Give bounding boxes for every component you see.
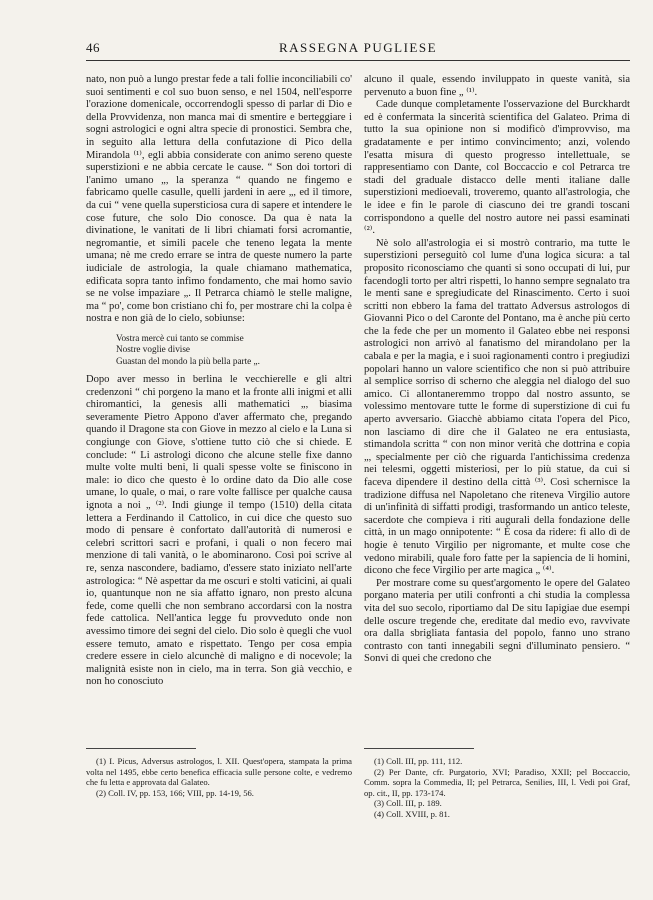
- footnotes-right: [364, 756, 630, 820]
- left-paragraph-1: nato, non può a lungo prestar fede a tali follie inconciliabili co' suoi sentimenti e col suo buon senso, e nel 1504, nell'esporre l'orazione domenicale, occorrendogli spesso di parlar di Dio e della Provvidenza, non manca mai di smentire e berteggiare i sogni astrologici e ogni altra specie di pronostici. Sembra che, in seguito alla lettura della confutazione di Pico della Mirandola ⁽¹⁾, egli abbia considerate con animo sereno queste superstizioni e ne abbia cercate le cause. “ Son doi tortori di l'animo umano „, la speranza “ quando ne fingemo e fabricamo quelle casulle, quelli jardeni in aere „, ed il timore, da cui “ vene quella supersticiosa cura di sapere et intendere le cose future, che solo Dio conosce. Da qua è nata la divinatione, le vanitati de li libri chiamati forsi acromantie, negromantie, et simili pacele che teneno legata la mente umana; nè me credo errare se intra de queste numero la parte iudiciale de astrologia, la quale chiamano mathematica, edificata sopra tanto infimo fondamento, che mai homo savio se ne volse impaziare „. Il Petrarca chiamò le stelle maligne, ma “ po', come bon cristiano chi fo, per mostrare chi la colpa è nostra e non già de lo cielo, sobiunse:: [86, 74, 352, 325]
- petrarca-verse: [116, 333, 352, 367]
- footnote: (1) I. Picus, Adversus astrologos, l. XII. Quest'opera, stampata la prima volta nel 1495, ebbe certo benefica efficacia sulle persone colte, e vedremo che fu letta e approvata dal Galateo.: [86, 756, 352, 788]
- footnote-rule-right: [364, 748, 474, 749]
- running-title: RASSEGNA PUGLIESE: [278, 40, 438, 55]
- page-header: [86, 40, 630, 56]
- left-column: [86, 74, 352, 689]
- left-paragraph-2: Dopo aver messo in berlina le vecchierelle e gli altri credenzoni “ chi porgeno la mano et la fronte alli inigmi et alli chiromantici, la genesis alli mathematici „, biasima severamente Pietro Appono d'aver affermato che, pregando quando il Dragone sta con Giove in mezzo al cielo e la Luna si congiunge con Giove, s'ottiene tutto ciò che si chiede. E conclude: “ Li astrologi dicono che alcune stelle fixe danno multe volte multi beni, li quali spesse volte se finiscono in male: io dico che questo è lo ordine dato da Dio alle cose umane, lo quale, o mai, o rare volte fallisce per qualche causa ignota a noi „ ⁽²⁾. Indi giunge il tempo (1510) della citata lettera a Ferdinando il Cattolico, in cui dice che questo suo modo di pensare è confortato dall'autorità di numerosi e celebri scrittori sacri e profani, i quali o non fecero mai menzione di tali vanità, o le abominarono. Così poi scrive al re, senza nascondere, badiamo, d'essere stato iniziato nell'arte astrologica: “ Nè aspettar da me oscuri e stolti vaticini, ai quali io, quantunque non ne sia affatto ignaro, non presto alcuna fede, come quelli che non sembrano accordarsi con la nostra fede cattolica. Nell'antica legge fu provveduto onde non avessimo timore dei segni del cielo. Dio solo è quegli che vuol essere temuto, amato e rispettato. Tengo per cosa empia credere essere in cielo alcunchè di maligno e di nocevole; la malignità esiste non in cielo, ma in terra. Son già vecchio, e non ho conosciuto: [86, 374, 352, 688]
- footnote: (3) Coll. III, p. 189.: [374, 798, 442, 809]
- footnote: (2) Coll. IV, pp. 153, 166; VIII, pp. 14-19, 56.: [96, 787, 254, 798]
- right-paragraph-3: Nè solo all'astrologia ei si mostrò contrario, ma tutte le superstizioni perseguitò col lume d'una logica sicura: a tal proposito riconosciamo che quanti si sono occupati di lui, pur facendogli torto per altri rispetti, lo hanno sempre segnalato tra le menti sane e spregiudicate del Rinascimento. Certo i suoi scritti non ebbero la fama del trattato Adversus astrologos di Giovanni Pico o del Caronte del Pontano, ma è anche più certo che la fede che per un momento il Galateo ebbe nei responsi astrologici non arrivò al fanatismo del mirandolano per la cabala e per la magia, e i suoi ragionamenti contro i pregiudizi popolari hanno un valore scientifico che non si può attribuire al semplice sorriso di scherno che aleggia nel dialogo del suo amico. Ci allontaneremmo troppo dal nostro assunto, se volessimo mentovare tutte le forme di superstizione di cui fu aperto avversario. Giacchè abbiamo citata l'opera del Pico, non lasciamo di dire che il Galateo ne era entusiasta, stimandola scritta “ con non minor verità che dottrina e copia „, specialmente per ciò che riguarda l'antichissima credenza nei telesmi, oggetti misteriosi, per lo più statue, da cui si faceva dipendere il destino della città ⁽³⁾. Così schernisce la tradizione diffusa nel Napoletano che riteneva Virgilio autore di un'infinità di siffatti prodigi, trasformando un antico teleste, sacerdote che compieva i riti augurali della fondazione delle città, in un mago onnipotente: “ È cosa da ridere: fi allo dì de hogie è tenuto Virgilio per nigromante, et multe cose che vedono mirabili, quale foro fatte per la sapiencia de li homini, dicono che fece Virgilio per arte magica „ ⁽⁴⁾.: [364, 237, 630, 577]
- verse-line: Guastan del mondo la più bella parte „.: [116, 355, 260, 366]
- header-rule: [86, 60, 630, 61]
- verse-line: Nostre voglie divise: [116, 344, 190, 355]
- verse-line: Vostra mercè cui tanto se commise: [116, 332, 244, 343]
- page-number: 46: [86, 40, 100, 55]
- footnote-rule-left: [86, 748, 196, 749]
- right-column: [364, 74, 630, 666]
- footnotes-left: [86, 756, 352, 798]
- right-paragraph-4: Per mostrare come su quest'argomento le opere del Galateo porgano materia per utili confronti a chi studia la complessa vita del suo secolo, riportiamo dal De situ Iapigiae due esempi delle oscure tregende che, ereditate dal medio evo, ravvivate ora dalla sbrigliata fantasia del popolo, fanno uno strano contrasto con tanti innegabili segni d'illuminato pensiero. “ Sonvi di quei che credono che: [364, 577, 630, 665]
- footnote: (4) Coll. XVIII, p. 81.: [374, 808, 450, 819]
- footnote: (2) Per Dante, cfr. Purgatorio, XVI; Paradiso, XXII; pel Boccaccio, Comm. sopra la Commedia, II; pel Petrarca, Senilies, III, l. Vedi poi Graf, op. cit., II, pp. 173-174.: [364, 766, 630, 798]
- footnote: (1) Coll. III, pp. 111, 112.: [374, 756, 463, 766]
- right-paragraph-2: Cade dunque completamente l'osservazione del Burckhardt ed è confermata la sincerità scientifica del Galateo. Prima di tutto la sua opinione non si modificò d'improvviso, ma gradatamente e per intimo convincimento; anzi, volendo l'esatta misura di questo progresso intellettuale, se rappresentiamo con Dante, col Boccaccio e col Petrarca tre stadi del graduale distacco delle menti italiane dalle superstizioni medioevali, troveremo, quanto all'astrologia, che le idee e fin le parole di ciascuno dei tre grandi toscani corrispondono a quelle del nostro autore nei passi esaminati ⁽²⁾.: [364, 99, 630, 237]
- right-paragraph-1: alcuno il quale, essendo inviluppato in queste vanità, sia pervenuto a buon fine „ ⁽¹⁾.: [364, 74, 630, 98]
